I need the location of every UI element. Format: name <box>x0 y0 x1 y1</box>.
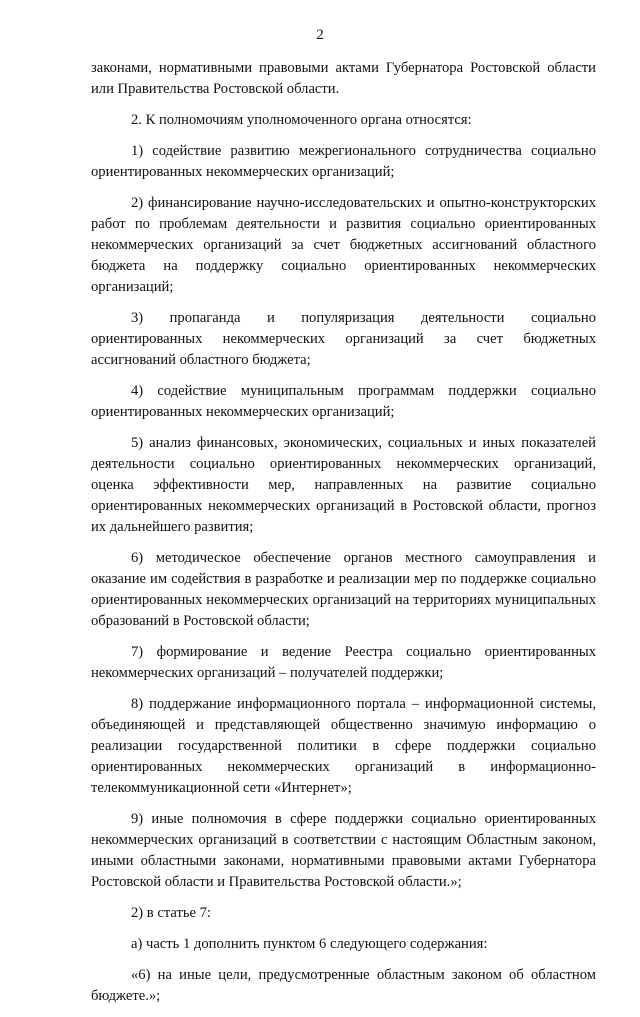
document-body <box>91 58 596 1017</box>
paragraph-item-7: 7) формирование и ведение Реестра социально ориентированных некоммерческих организаций – получателей поддержки; <box>91 644 596 681</box>
paragraph-item-4: 4) содействие муниципальным программам поддержки социально ориентированных некоммерческих организаций; <box>91 383 596 420</box>
paragraph-item-9: 9) иные полномочия в сфере поддержки социально ориентированных некоммерческих организаций в соответствии с настоящим Областным законом, иными областными законами, нормативными правовыми актами Губернатора Ростовской области и Правительства Ростовской области.»; <box>91 811 596 890</box>
paragraph-item-8: 8) поддержание информационного портала – информационной системы, объединяющей и представляющей общественно значимую информацию о реализации государственной политики в сфере поддержки социально ориентированных некоммерческих организаций в информационно-телекоммуникационной сети «Интернет»; <box>91 696 596 796</box>
paragraph-item-6-text: «6) на иные цели, предусмотренные областным законом об областном бюджете.»; <box>91 967 596 1004</box>
paragraph-continuation: законами, нормативными правовыми актами Губернатора Ростовской области или Правительства Ростовской области. <box>91 60 596 97</box>
paragraph-item-3: 3) пропаганда и популяризация деятельности социально ориентированных некоммерческих организаций за счет бюджетных ассигнований областного бюджета; <box>91 310 596 368</box>
page-number: 2 <box>316 27 324 43</box>
paragraph-item-5: 5) анализ финансовых, экономических, социальных и иных показателей деятельности социально ориентированных некоммерческих организаций, оценка эффективности мер, направленных на развитие социально ориентированных некоммерческих организаций в Ростовской области, прогноз их дальнейшего развития; <box>91 435 596 535</box>
paragraph-item-2: 2) финансирование научно-исследовательских и опытно-конструкторских работ по проблемам деятельности и развития социально ориентированных некоммерческих организаций за счет бюджетных ассигнований областного бюджета на поддержку социально ориентированных некоммерческих организаций; <box>91 195 596 295</box>
paragraph-item-1: 1) содействие развитию межрегионального сотрудничества социально ориентированных некоммерческих организаций; <box>91 143 596 180</box>
paragraph-article-7: 2) в статье 7: <box>131 905 211 921</box>
paragraph-item-6: 6) методическое обеспечение органов местного самоуправления и оказание им содействия в разработке и реализации мер по поддержке социально ориентированных некоммерческих организаций на территориях муниципальных образований в Ростовской области; <box>91 550 596 629</box>
paragraph-part-1-amendment: а) часть 1 дополнить пунктом 6 следующего содержания: <box>131 936 488 952</box>
paragraph-part-2-heading: 2. К полномочиям уполномоченного органа относятся: <box>131 112 472 128</box>
